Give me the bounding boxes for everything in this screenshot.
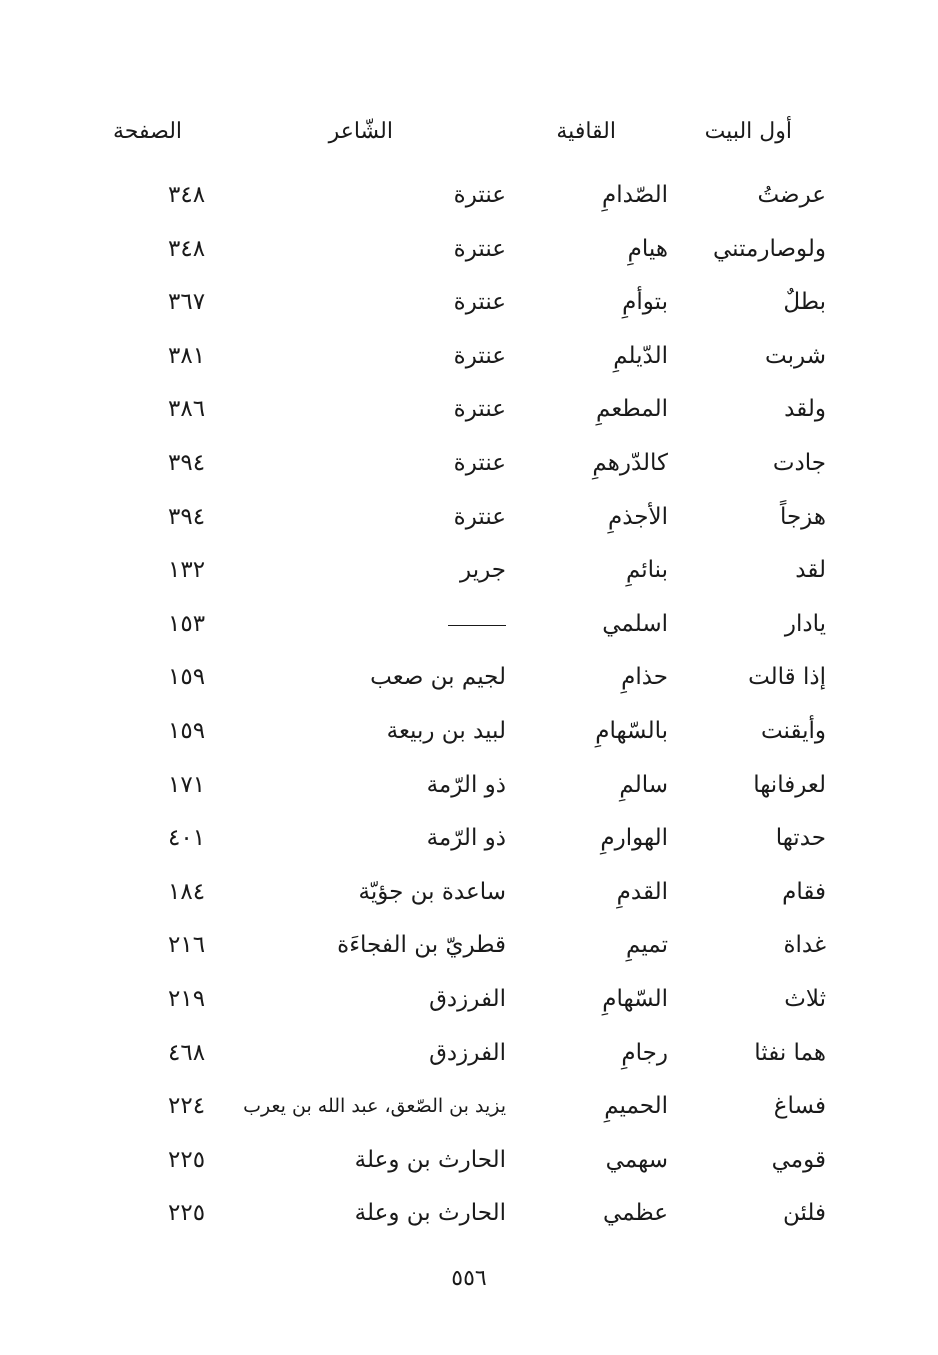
rhyme-cell: الحميمِ bbox=[604, 1093, 668, 1119]
table-row bbox=[0, 389, 938, 429]
table-row bbox=[0, 229, 938, 269]
first-word-cell: ولقد bbox=[784, 396, 826, 422]
first-word-cell: بطلٌ bbox=[783, 289, 826, 315]
rhyme-cell: كالدّرهمِ bbox=[592, 450, 668, 476]
first-word-cell: يادار bbox=[784, 611, 826, 637]
table-row bbox=[0, 550, 938, 590]
unknown-poet-dash bbox=[448, 625, 506, 626]
rhyme-cell: سالمِ bbox=[619, 772, 668, 798]
first-word-cell: ولوصارمتني bbox=[712, 236, 826, 262]
rhyme-cell: بتوأمِ bbox=[622, 289, 668, 315]
table-row bbox=[0, 1086, 938, 1126]
first-word-cell: لعرفانها bbox=[753, 772, 826, 798]
poet-cell: لبيد بن ربيعة bbox=[386, 718, 506, 744]
page-number-cell: ٣٩٤ bbox=[168, 450, 206, 476]
header-rhyme: القافية bbox=[556, 119, 616, 144]
table-row bbox=[0, 657, 938, 697]
table-row bbox=[0, 443, 938, 483]
table-row bbox=[0, 979, 938, 1019]
page-number-cell: ١٥٩ bbox=[168, 664, 206, 690]
poet-cell: ذو الرّمة bbox=[426, 825, 506, 851]
poet-cell: عنترة bbox=[453, 289, 506, 315]
first-word-cell: هزجاً bbox=[779, 504, 826, 530]
first-word-cell: فقام bbox=[782, 879, 826, 905]
page-number-cell: ٣٨٦ bbox=[168, 396, 206, 422]
poet-cell: لجيم بن صعب bbox=[370, 664, 506, 690]
page-number-cell: ١٥٣ bbox=[168, 611, 206, 637]
poet-cell: ذو الرّمة bbox=[426, 772, 506, 798]
poet-cell: عنترة bbox=[453, 343, 506, 369]
rhyme-cell: اسلمي bbox=[602, 611, 668, 637]
table-header bbox=[0, 112, 938, 152]
table-row bbox=[0, 925, 938, 965]
header-page: الصفحة bbox=[113, 119, 183, 144]
poet-cell: جرير bbox=[460, 557, 506, 583]
table-row bbox=[0, 497, 938, 537]
first-word-cell: جادت bbox=[772, 450, 826, 476]
rhyme-cell: القدمِ bbox=[616, 879, 668, 905]
page-number-cell: ٢٢٤ bbox=[168, 1093, 206, 1119]
rhyme-cell: المطعمِ bbox=[596, 396, 668, 422]
table-row bbox=[0, 604, 938, 644]
table-row bbox=[0, 1193, 938, 1233]
poet-cell: عنترة bbox=[453, 182, 506, 208]
rhyme-cell: سهمي bbox=[605, 1147, 668, 1173]
first-word-cell: هما نفثا bbox=[754, 1040, 826, 1066]
first-word-cell: غداة bbox=[783, 932, 826, 958]
rhyme-cell: الهوارمِ bbox=[600, 825, 668, 851]
poet-cell: ساعدة بن جؤيّة bbox=[358, 879, 506, 905]
table-row bbox=[0, 336, 938, 376]
first-word-cell: شربت bbox=[765, 343, 826, 369]
table-row bbox=[0, 872, 938, 912]
table-row bbox=[0, 765, 938, 805]
table-row bbox=[0, 1033, 938, 1073]
poet-cell: الفرزدق bbox=[429, 1040, 506, 1066]
page-number-cell: ٣٤٨ bbox=[168, 236, 206, 262]
first-word-cell: لقد bbox=[795, 557, 826, 583]
table-row bbox=[0, 818, 938, 858]
header-poet: الشّاعر bbox=[328, 119, 393, 144]
page-number-cell: ١٣٢ bbox=[168, 557, 206, 583]
page-number-cell: ٤٠١ bbox=[168, 825, 206, 851]
page-number-cell: ٢١٩ bbox=[168, 986, 206, 1012]
first-word-cell: ثلاث bbox=[784, 986, 826, 1012]
page-number-cell: ٣٦٧ bbox=[168, 289, 206, 315]
page-number-cell: ٣٤٨ bbox=[168, 182, 206, 208]
header-first-word: أول البيت bbox=[704, 119, 792, 144]
poet-cell: عنترة bbox=[453, 450, 506, 476]
first-word-cell: فلئن bbox=[782, 1200, 826, 1226]
page-number-cell: ٣٨١ bbox=[168, 343, 206, 369]
poet-cell: الحارث بن وعلة bbox=[354, 1147, 506, 1173]
page-number-cell: ١٧١ bbox=[168, 772, 206, 798]
poet-cell: الحارث بن وعلة bbox=[354, 1200, 506, 1226]
rhyme-cell: السّهامِ bbox=[602, 986, 668, 1012]
poet-cell: عنترة bbox=[453, 396, 506, 422]
page-number-cell: ٣٩٤ bbox=[168, 504, 206, 530]
page-number-cell: ١٥٩ bbox=[168, 718, 206, 744]
rhyme-cell: بنائمِ bbox=[625, 557, 668, 583]
poet-cell: يزيد بن الصّعق، عبد الله بن يعرب bbox=[243, 1095, 506, 1117]
first-word-cell: وأيقنت bbox=[760, 718, 826, 744]
rhyme-cell: الصّدامِ bbox=[601, 182, 668, 208]
poet-cell: قطريّ بن الفجاءَة bbox=[337, 932, 506, 958]
rhyme-cell: تميمِ bbox=[626, 932, 668, 958]
poet-cell: عنترة bbox=[453, 236, 506, 262]
rhyme-cell: رجامِ bbox=[621, 1040, 668, 1066]
poet-cell: عنترة bbox=[453, 504, 506, 530]
table-row bbox=[0, 282, 938, 322]
table-row bbox=[0, 711, 938, 751]
first-word-cell: حدتها bbox=[775, 825, 826, 851]
table-row bbox=[0, 1140, 938, 1180]
rhyme-cell: بالسّهامِ bbox=[595, 718, 668, 744]
page-number-cell: ٢١٦ bbox=[168, 932, 206, 958]
page-number-cell: ١٨٤ bbox=[168, 879, 206, 905]
poet-cell: الفرزدق bbox=[429, 986, 506, 1012]
rhyme-cell: عظمي bbox=[602, 1200, 668, 1226]
first-word-cell: قومي bbox=[771, 1147, 826, 1173]
rhyme-cell: حذامِ bbox=[621, 664, 668, 690]
page-number-cell: ٤٦٨ bbox=[168, 1040, 206, 1066]
rhyme-cell: الدّيلمِ bbox=[613, 343, 668, 369]
page-number: ٥٥٦ bbox=[451, 1266, 487, 1291]
rhyme-cell: الأجذمِ bbox=[607, 504, 668, 530]
page-number-cell: ٢٢٥ bbox=[168, 1200, 206, 1226]
table-row bbox=[0, 175, 938, 215]
first-word-cell: إذا قالت bbox=[748, 664, 826, 690]
rhyme-cell: هيامِ bbox=[627, 236, 668, 262]
page-number-cell: ٢٢٥ bbox=[168, 1147, 206, 1173]
first-word-cell: عرضتُ bbox=[757, 182, 826, 208]
first-word-cell: فساغ bbox=[773, 1093, 826, 1119]
poet-cell bbox=[216, 604, 506, 644]
